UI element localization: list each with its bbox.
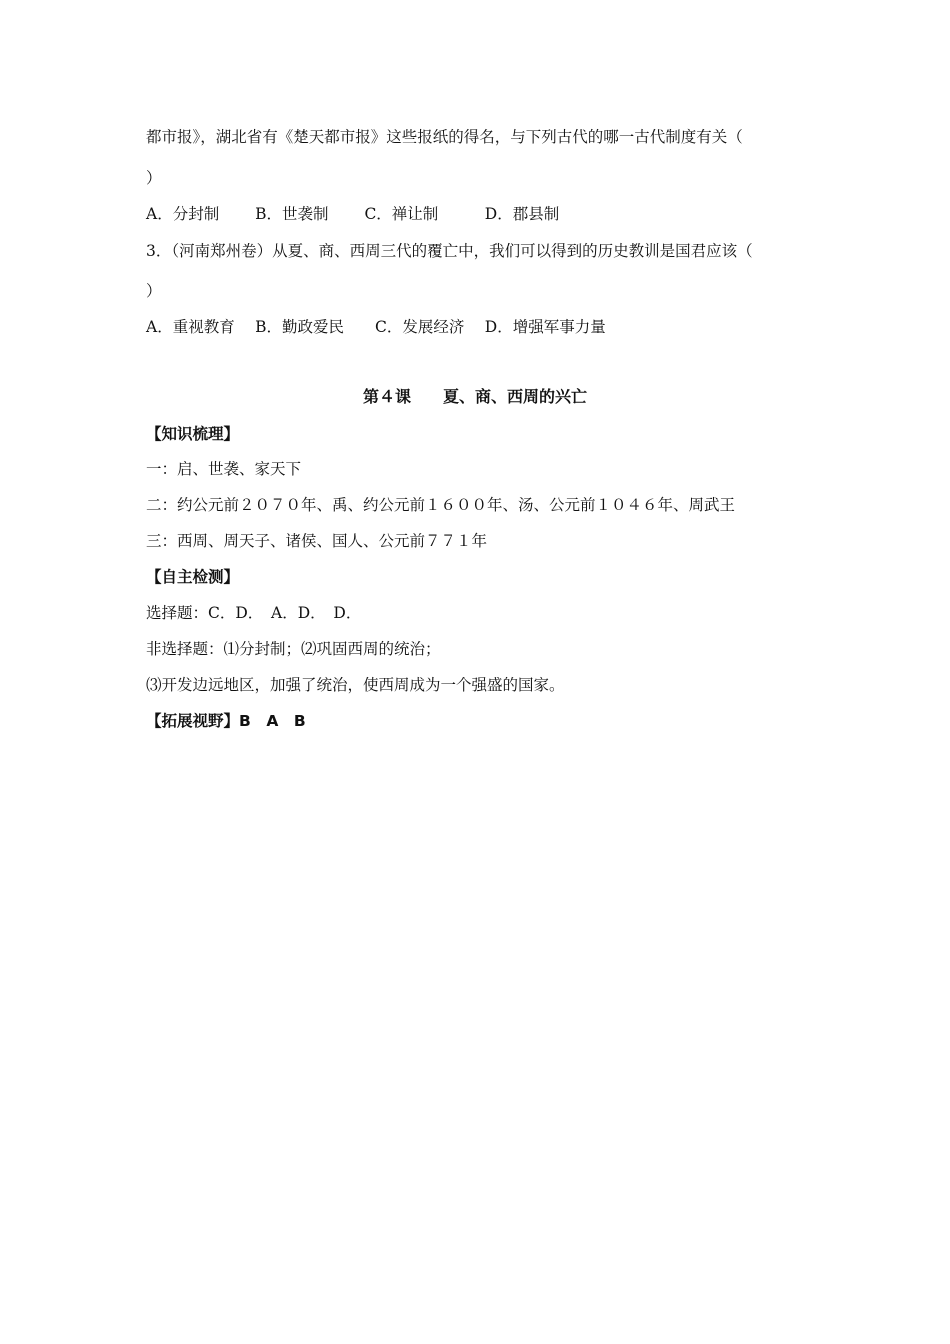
question-2-options: A．分封制 B．世袭制 C．禅让制 D．郡县制 <box>146 205 560 223</box>
question-3-paren: ） <box>146 282 162 300</box>
section-self-check-heading: 【自主检测】 <box>146 568 240 586</box>
knowledge-item-3: 三：西周、周天子、诸侯、国人、公元前７７１年 <box>146 532 488 550</box>
choice-answers: 选择题：C．D． A．D． D． <box>146 604 362 622</box>
knowledge-item-2: 二：约公元前２０７０年、禹、约公元前１６００年、汤、公元前１０４６年、周武王 <box>146 496 736 514</box>
section-knowledge-heading: 【知识梳理】 <box>146 425 240 443</box>
lesson-title: 第４课 夏、商、西周的兴亡 <box>362 387 587 406</box>
question-2-paren: ） <box>146 169 162 187</box>
section-expand-heading: 【拓展视野】 <box>146 712 240 730</box>
nonchoice-answers: 非选择题：⑴分封制；⑵巩固西周的统治； <box>146 640 441 658</box>
nonchoice-answers-2: ⑶开发边远地区，加强了统治，使西周成为一个强盛的国家。 <box>146 676 565 694</box>
expand-row <box>146 711 306 731</box>
question-3-text: 3．（河南郑州卷）从夏、商、西周三代的覆亡中，我们可以得到的历史教训是国君应该（ <box>146 242 753 260</box>
question-2-text: 都市报》，湖北省有《楚天都市报》这些报纸的得名，与下列古代的哪一古代制度有关（ <box>146 128 743 146</box>
expand-answers: B A B <box>239 712 306 730</box>
knowledge-item-1: 一：启、世袭、家天下 <box>146 460 302 478</box>
question-3-options: A．重视教育 B．勤政爱民 C．发展经济 D．增强军事力量 <box>146 318 606 336</box>
